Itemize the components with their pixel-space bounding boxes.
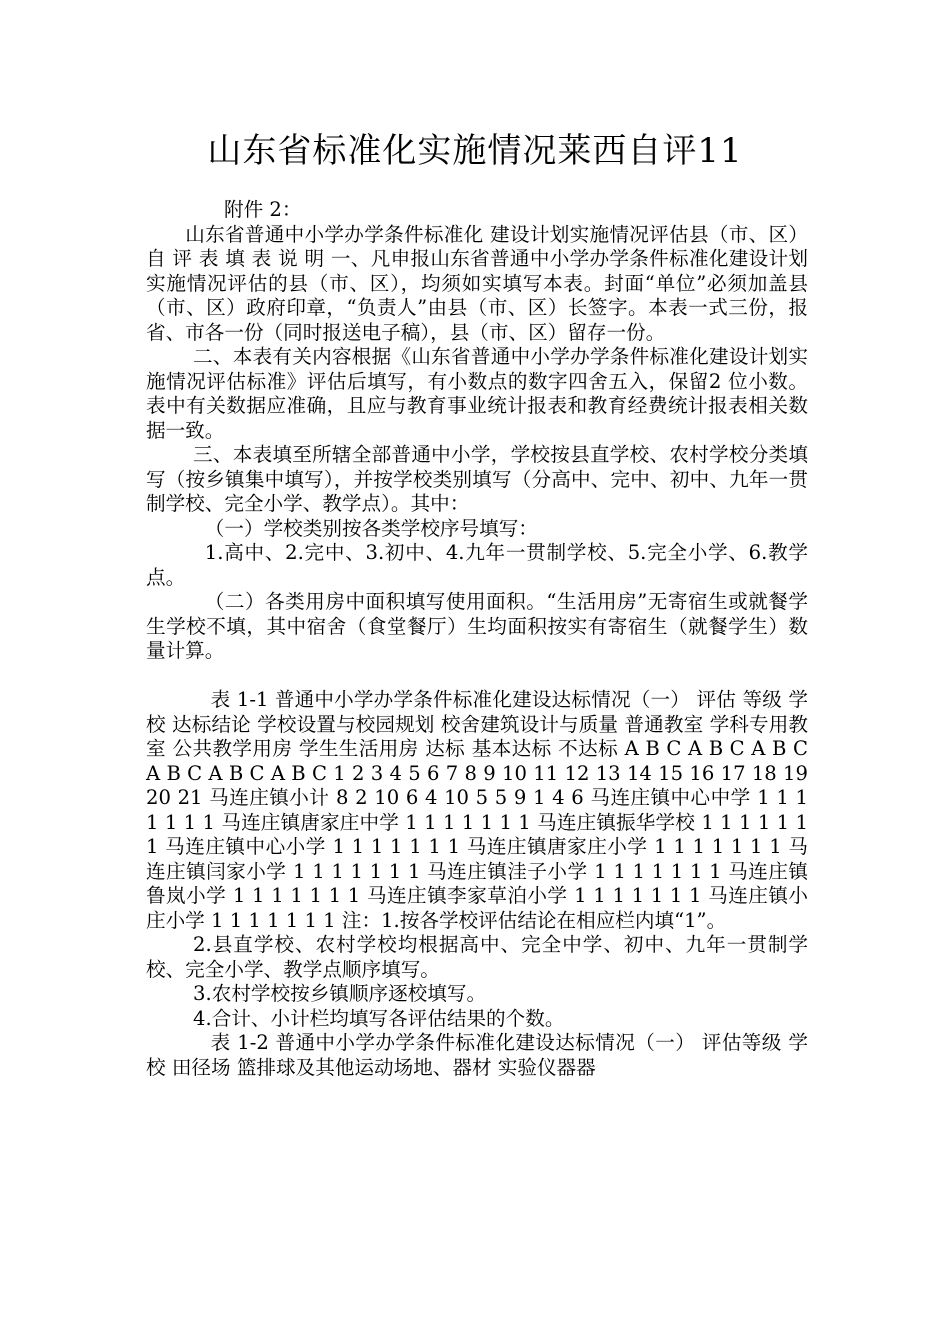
document-body: [146, 198, 808, 1080]
document-title: 山东省标准化实施情况莱西自评11: [207, 131, 743, 171]
school-type-list: 1.高中、2.完中、3.初中、4.九年一贯制学校、5.完全小学、6.教学点。: [146, 541, 808, 589]
instruction-3-1: （一）学校类别按各类学校序号填写：: [204, 516, 538, 540]
attachment-label: 附件 2：: [224, 198, 302, 221]
note-3: 3.农村学校按乡镇顺序逐校填写。: [193, 982, 487, 1005]
table-1-2-text: 表 1-2 普通中小学办学条件标准化建设达标情况（一） 评估等级 学校 田径场 篮排球及其他运动场地、器材 实验仪器器: [146, 1031, 808, 1079]
instructions-intro: 山东省普通中小学办学条件标准化 建设计划实施情况评估县（市、区） 自 评 表 填 表 说 明 一、凡申报山东省普通中小学办学条件标准化建设计划实施情况评估的县（市、区），均须如实填写本表。封面“单位”必须加盖县（市、区）政府印章，“负责人”由县（市、区）长签字。本表一式三份，报省、市各一份（同时报送电子稿），县（市、区）留存一份。: [146, 222, 808, 344]
note-2: 2.县直学校、农村学校均根据高中、完全中学、初中、九年一贯制学校、完全小学、教学点顺序填写。: [146, 933, 808, 981]
instruction-2: 二、本表有关内容根据《山东省普通中小学办学条件标准化建设计划实施情况评估标准》评估后填写，有小数点的数字四舍五入，保留2 位小数。表中有关数据应准确，且应与教育事业统计报表和教育经费统计报表相关数据一致。: [146, 345, 808, 442]
instruction-3-2: （二）各类用房中面积填写使用面积。“生活用房”无寄宿生或就餐学生学校不填，其中宿舍（食堂餐厅）生均面积按实有寄宿生（就餐学生）数量计算。: [146, 590, 808, 662]
note-4: 4.合计、小计栏均填写各评估结果的个数。: [193, 1006, 565, 1030]
instruction-3: 三、本表填至所辖全部普通中小学，学校按县直学校、农村学校分类填写（按乡镇集中填写），并按学校类别填写（分高中、完中、初中、九年一贯制学校、完全小学、教学点）。其中：: [146, 443, 808, 515]
paragraph-spacer: [146, 664, 808, 689]
table-1-1-text: 表 1-1 普通中小学办学条件标准化建设达标情况（一） 评估 等级 学校 达标结论 学校设置与校园规划 校舍建筑设计与质量 普通教室 学科专用教室 公共教学用房 学生生活用房 达标 基本达标 不达标 A B C A B C A B C A B C A B C A B C 1 2 3 4 5 6 7 8 9 10 11 12 13 14 15 16 17 18 19 20 21 马连庄镇小计 8 2 10 6 4 10 5 5 9 1 4 6 马连庄镇中心中学 1 1 1 1 1 1 1 马连庄镇唐家庄中学 1 1 1 1 1 1 1 马连庄镇振华学校 1 1 1 1 1 1 1 马连庄镇中心小学 1 1 1 1 1 1 1 马连庄镇唐家庄小学 1 1 1 1 1 1 1 马连庄镇闫家小学 1 1 1 1 1 1 1 马连庄镇洼子小学 1 1 1 1 1 1 1 马连庄镇鲁岚小学 1 1 1 1 1 1 1 马连庄镇李家草泊小学 1 1 1 1 1 1 1 马连庄镇小庄小学 1 1 1 1 1 1 1 注：1.按各学校评估结论在相应栏内填“1”。: [146, 688, 808, 932]
